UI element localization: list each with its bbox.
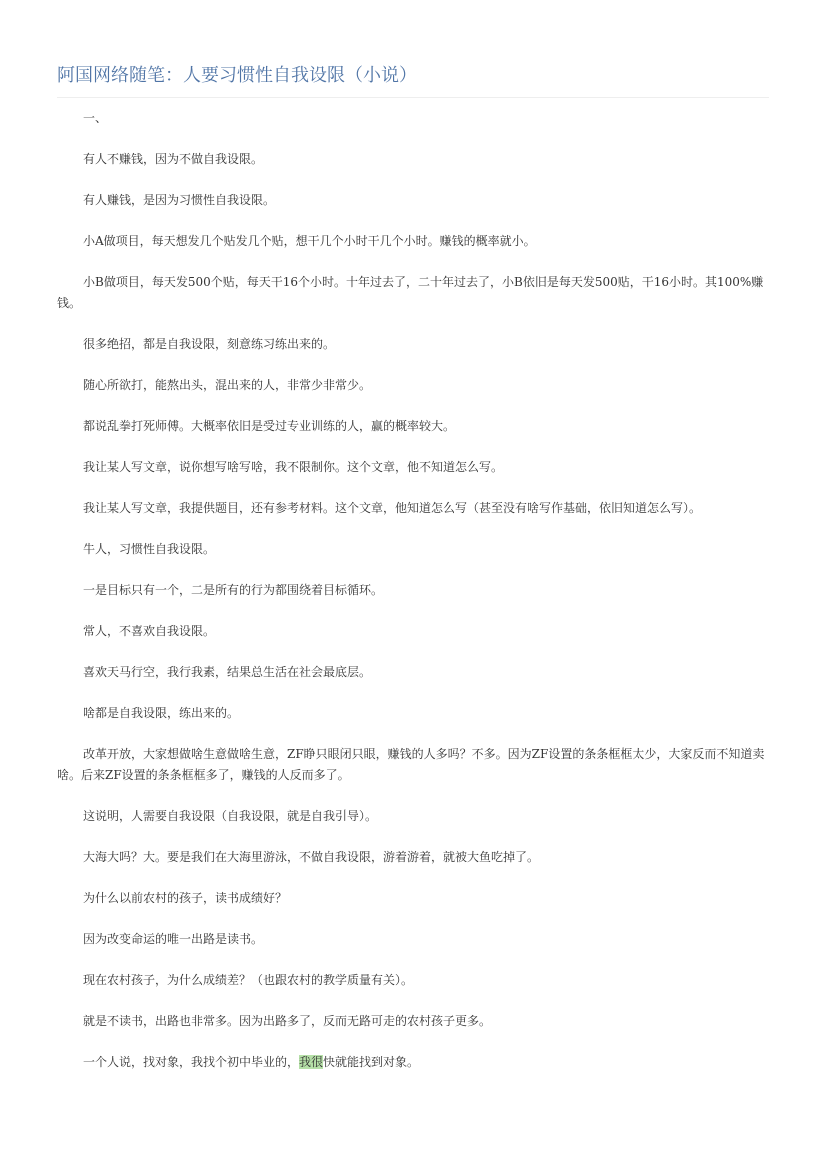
- article-title: 阿国网络随笔：人要习惯性自我设限（小说）: [57, 65, 417, 86]
- paragraph: 随心所欲打，能熬出头，混出来的人，非常少非常少。: [83, 378, 372, 392]
- paragraph-last-after: 快就能找到对象。: [323, 1055, 420, 1069]
- paragraph: 小A做项目，每天想发几个贴发几个贴，想干几个小时干几个小时。赚钱的概率就小。: [83, 234, 536, 248]
- paragraph: 牛人，习惯性自我设限。: [83, 542, 216, 556]
- paragraph: 小B做项目，每天发500个贴，每天干16个小时。十年过去了，二十年过去了，小B依旧是每天发500贴，干16小时。其100%赚钱。: [57, 275, 764, 310]
- paragraph: 有人赚钱，是因为习惯性自我设限。: [83, 193, 276, 207]
- paragraph: 啥都是自我设限，练出来的。: [83, 706, 240, 720]
- paragraph: 就是不读书，出路也非常多。因为出路多了，反而无路可走的农村孩子更多。: [83, 1014, 492, 1028]
- paragraph: 很多绝招，都是自我设限，刻意练习练出来的。: [83, 337, 336, 351]
- title-divider: [57, 97, 769, 98]
- paragraph: 有人不赚钱，因为不做自我设限。: [83, 152, 264, 166]
- paragraph: 大海大吗？大。要是我们在大海里游泳，不做自我设限，游着游着，就被大鱼吃掉了。: [83, 850, 540, 864]
- paragraph: 改革开放，大家想做啥生意做啥生意，ZF睁只眼闭只眼，赚钱的人多吗？不多。因为ZF设置的条条框框太少，大家反而不知道卖啥。后来ZF设置的条条框框多了，赚钱的人反而多了。: [57, 747, 765, 782]
- article-body: [57, 108, 769, 1093]
- paragraph: 因为改变命运的唯一出路是读书。: [83, 932, 264, 946]
- paragraph: 我让某人写文章，说你想写啥写啥，我不限制你。这个文章，他不知道怎么写。: [83, 460, 504, 474]
- highlighted-text: 我很: [299, 1055, 324, 1069]
- paragraph: 为什么以前农村的孩子，读书成绩好？: [83, 891, 288, 905]
- paragraph: 一是目标只有一个，二是所有的行为都围绕着目标循环。: [83, 583, 384, 597]
- paragraph: 这说明，人需要自我设限（自我设限，就是自我引导）。: [83, 809, 378, 823]
- paragraph: 一、: [83, 111, 108, 125]
- paragraph: 我让某人写文章，我提供题目，还有参考材料。这个文章，他知道怎么写（甚至没有啥写作基础，依旧知道怎么写）。: [83, 501, 702, 515]
- paragraph: 常人，不喜欢自我设限。: [83, 624, 216, 638]
- paragraph-last: [57, 1052, 769, 1073]
- paragraph-last-before: 一个人说，找对象，我找个初中毕业的，: [83, 1055, 300, 1069]
- paragraph: 都说乱拳打死师傅。大概率依旧是受过专业训练的人，赢的概率较大。: [83, 419, 456, 433]
- paragraph: 喜欢天马行空，我行我素，结果总生活在社会最底层。: [83, 665, 372, 679]
- paragraph: 现在农村孩子，为什么成绩差？（也跟农村的教学质量有关）。: [83, 973, 414, 987]
